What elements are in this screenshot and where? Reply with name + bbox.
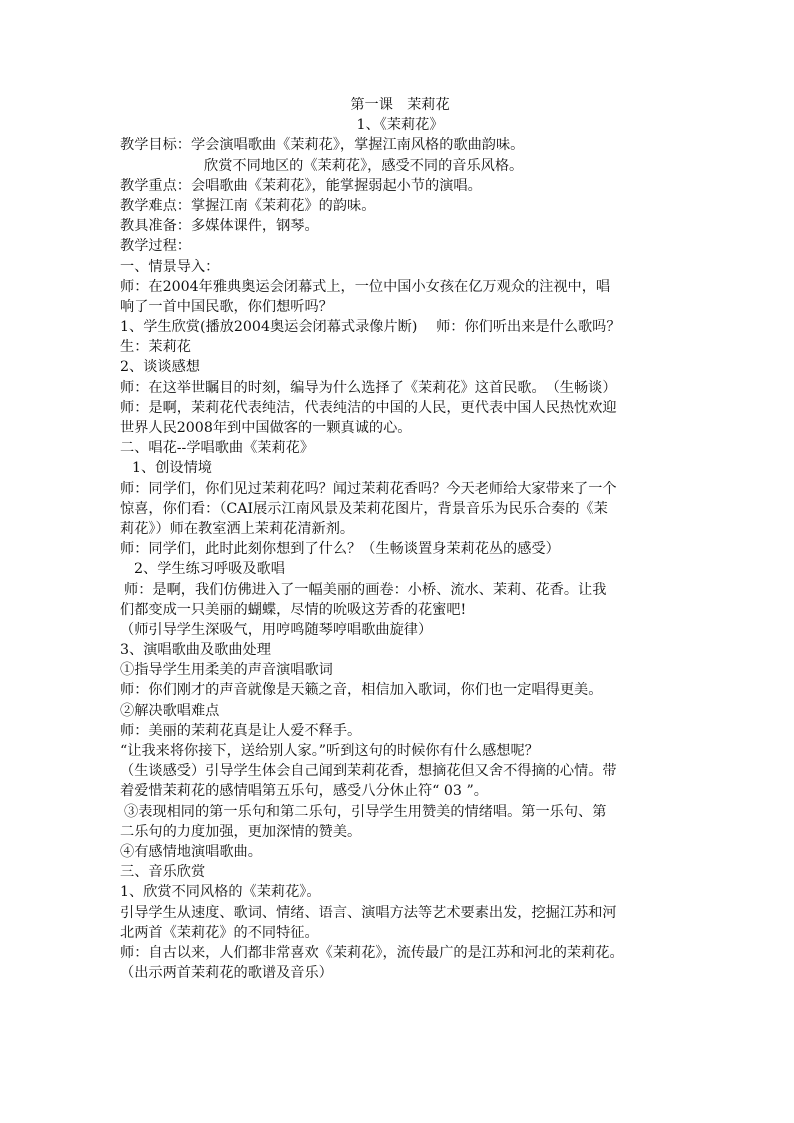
text-line: 世界人民2008年到中国做客的一颗真诚的心。 <box>120 420 412 436</box>
text-line: 1、创设情境 <box>132 460 212 477</box>
text-line: 欣赏不同地区的《茉莉花》，感受不同的音乐风格。 <box>204 157 524 174</box>
text-line: 师：同学们，此时此刻你想到了什么？（生畅谈置身茉莉花丛的感受） <box>120 541 560 558</box>
text-line: 教学目标：学会演唱歌曲《茉莉花》，掌握江南风格的歌曲韵味。 <box>120 137 525 154</box>
text-line: 师：同学们，你们见过茉莉花吗？闻过茉莉花香吗？今天老师给大家带来了一个 <box>120 480 617 497</box>
text-line: “让我来将你接下，送给别人家。”听到这句的时候你有什么感想呢？ <box>120 743 539 759</box>
document-subtitle: 1、《茉莉花》 <box>356 117 444 134</box>
text-line: 1、学生欣赏(播放2004奥运会闭幕式录像片断) 师：你们听出来是什么歌吗？ <box>120 319 621 336</box>
text-line: 教具准备：多媒体课件，钢琴。 <box>120 218 319 235</box>
text-line: 师：是啊，茉莉花代表纯洁，代表纯洁的中国的人民，更代表中国人民热忱欢迎 <box>120 399 617 416</box>
text-line: （生谈感受）引导学生体会自己闻到茉莉花香，想摘花但又舍不得摘的心情。带 <box>120 763 617 780</box>
text-line: 教学重点：会唱歌曲《茉莉花》，能掌握弱起小节的演唱。 <box>120 177 482 194</box>
text-line: 教学难点：掌握江南《茉莉花》的韵味。 <box>120 197 376 214</box>
text-line: 莉花》）师在教室洒上茉莉花清新剂。 <box>120 520 355 537</box>
text-line: ④有感情地演唱歌曲。 <box>120 843 262 860</box>
text-line: 生：茉莉花 <box>120 339 191 356</box>
text-line: 2、学生练习呼吸及歌唱 <box>134 561 285 578</box>
text-line: 二乐句的力度加强，更加深情的赞美。 <box>120 823 362 840</box>
text-line: 3、演唱歌曲及歌曲处理 <box>120 642 271 659</box>
text-line: 师：在2004年雅典奥运会闭幕式上，一位中国小女孩在亿万观众的注视中，唱 <box>120 278 611 295</box>
text-line: ③表现相同的第一乐句和第二乐句，引导学生用赞美的情绪唱。第一乐句、第 <box>124 803 607 820</box>
text-line: 师：是啊，我们仿佛进入了一幅美丽的画卷：小桥、流水、茉莉、花香。让我 <box>124 581 607 598</box>
text-line: 引导学生从速度、歌词、情绪、语言、演唱方法等艺术要素出发，挖掘江苏和河 <box>120 904 617 921</box>
text-line: 1、欣赏不同风格的《茉莉花》。 <box>120 884 321 901</box>
text-line: 着爱惜茉莉花的感情唱第五乐句，感受八分休止符“ 03 ”。 <box>120 783 488 800</box>
text-line: 教学过程： <box>120 238 191 255</box>
section-heading: 一、情景导入： <box>120 258 220 275</box>
text-line: ①指导学生用柔美的声音演唱歌词 <box>120 662 333 679</box>
section-heading: 三、音乐欣赏 <box>120 864 206 881</box>
text-line: 惊喜，你们看：（CAI展示江南风景及茉莉花图片，背景音乐为民乐合奏的《茉 <box>120 500 608 517</box>
document-title: 第一课 茉莉花 <box>350 97 450 113</box>
text-line: 师：在这举世瞩目的时刻，编导为什么选择了《茉莉花》这首民歌。 （生畅谈） <box>120 379 617 396</box>
text-line: 响了一首中国民歌，你们想听吗？ <box>120 298 333 315</box>
text-line: 北两首《茉莉花》的不同特征。 <box>120 924 319 941</box>
text-line: 师：美丽的茉莉花真是让人爱不释手。 <box>120 722 362 739</box>
text-line: 们都变成一只美丽的蝴蝶，尽情的吮吸这芳香的花蜜吧! <box>120 601 467 618</box>
text-line: ②解决歌唱难点 <box>120 702 220 719</box>
document-page <box>120 95 680 983</box>
text-line: （出示两首茉莉花的歌谱及音乐） <box>120 965 333 982</box>
text-line: （师引导学生深吸气，用哼鸣随琴哼唱歌曲旋律） <box>120 621 433 638</box>
section-heading: 二、唱花--学唱歌曲《茉莉花》 <box>120 440 315 457</box>
text-line: 师：你们刚才的声音就像是天籁之音，相信加入歌词，你们也一定唱得更美。 <box>120 682 603 699</box>
text-line: 2、谈谈感想 <box>120 359 200 376</box>
text-line: 师：自古以来，人们都非常喜欢《茉莉花》，流传最广的是江苏和河北的茉莉花。 <box>120 944 624 961</box>
